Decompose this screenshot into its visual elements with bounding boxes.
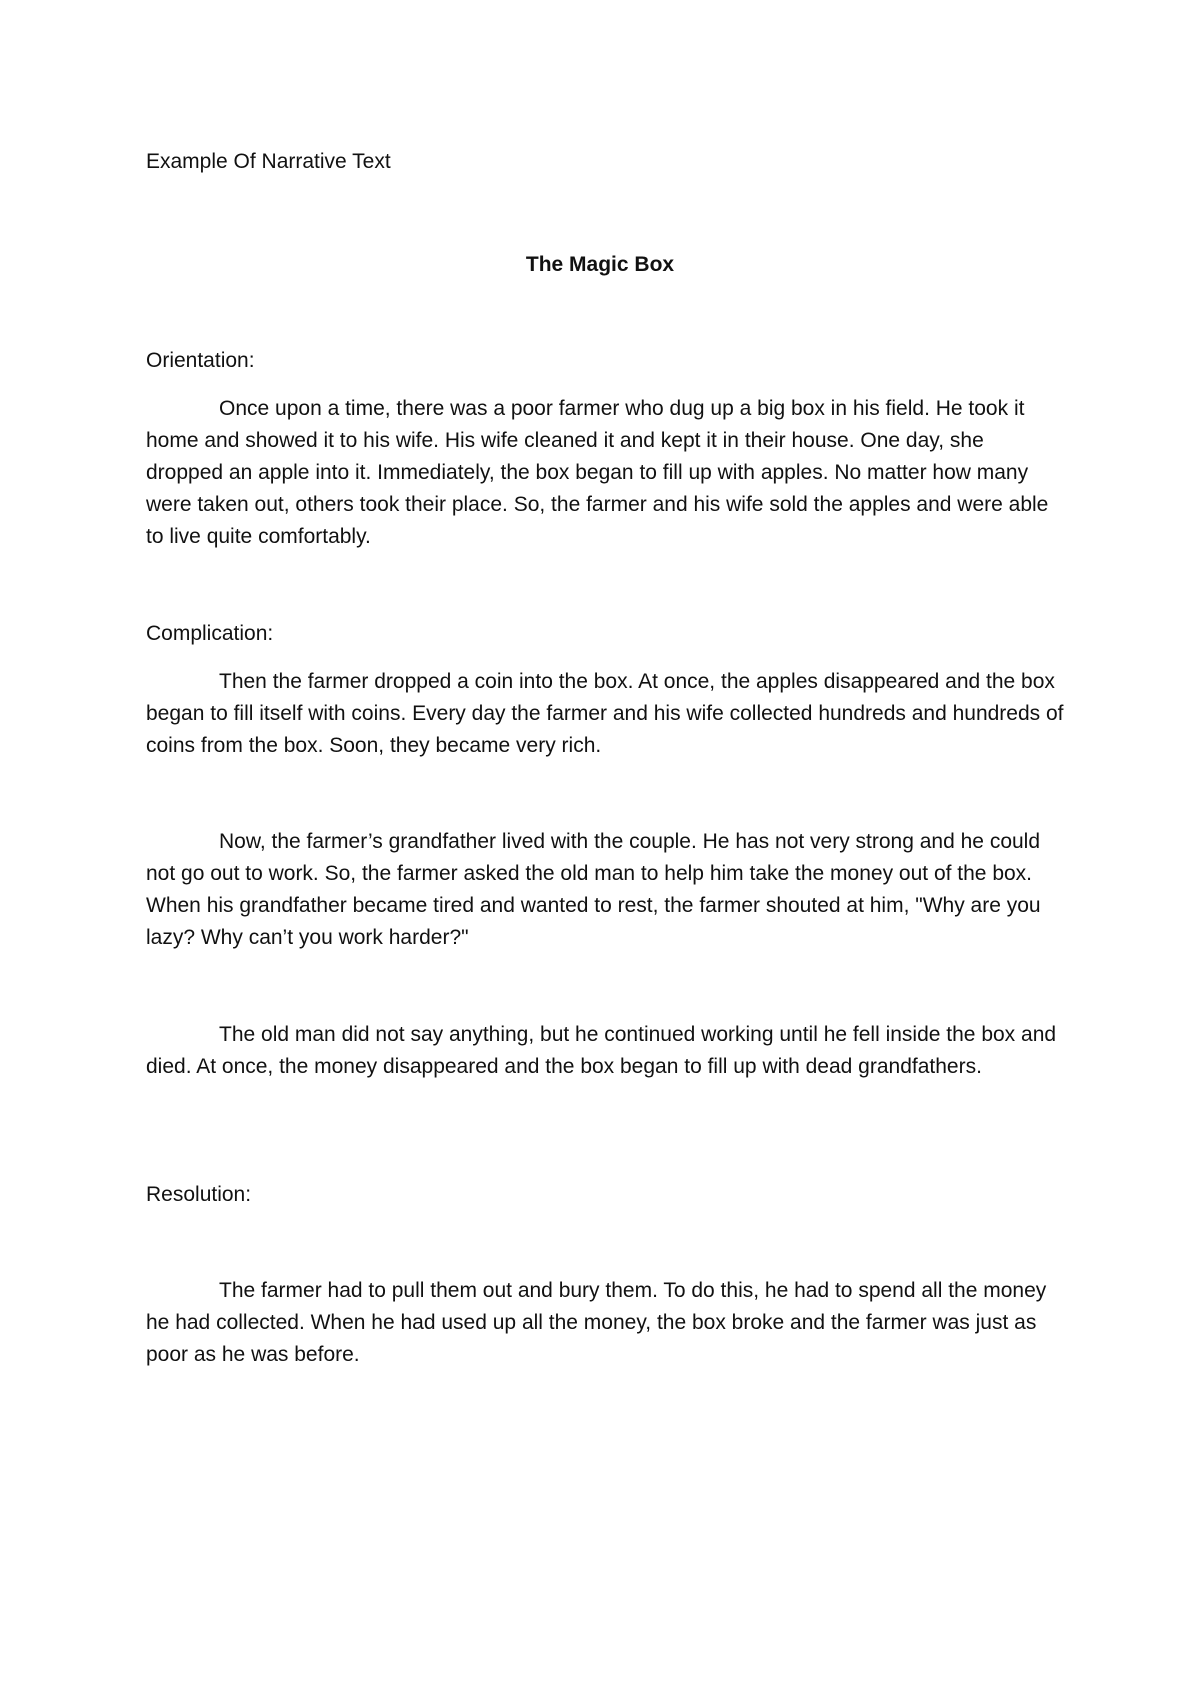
orientation-heading: Orientation:: [146, 349, 255, 372]
complication-paragraph-2: Now, the farmer’s grandfather lived with the couple. He has not very strong and he could not go out to work. So, the farmer asked the old man to help him take the money out of the box. When his grandfather became tired and wanted to rest, the farmer shouted at him, "Why are you lazy? Why can’t you work harder?": [146, 830, 1041, 949]
document-title: The Magic Box: [525, 253, 675, 276]
resolution-heading: Resolution:: [146, 1183, 252, 1206]
orientation-paragraph: Once upon a time, there was a poor farmer who dug up a big box in his field. He took it home and showed it to his wife. His wife cleaned it and kept it in their house. One day, she dropped an apple into it. Immediately, the box began to fill up with apples. No matter how many were taken out, others took their place. So, the farmer and his wife sold the apples and were able to live quite comfortably.: [146, 397, 1049, 548]
complication-paragraph-1: Then the farmer dropped a coin into the box. At once, the apples disappeared and the box began to fill itself with coins. Every day the farmer and his wife collected hundreds and hundreds of coins from the box. Soon, they became very rich.: [146, 670, 1064, 757]
resolution-paragraph: The farmer had to pull them out and bury them. To do this, he had to spend all the money he had collected. When he had used up all the money, the box broke and the farmer was just as poor as he was before.: [146, 1279, 1047, 1366]
complication-paragraph-3: The old man did not say anything, but he continued working until he fell inside the box and died. At once, the money disappeared and the box began to fill up with dead grandfathers.: [146, 1023, 1057, 1078]
document-label: Example Of Narrative Text: [146, 150, 391, 173]
complication-heading: Complication:: [146, 622, 274, 645]
